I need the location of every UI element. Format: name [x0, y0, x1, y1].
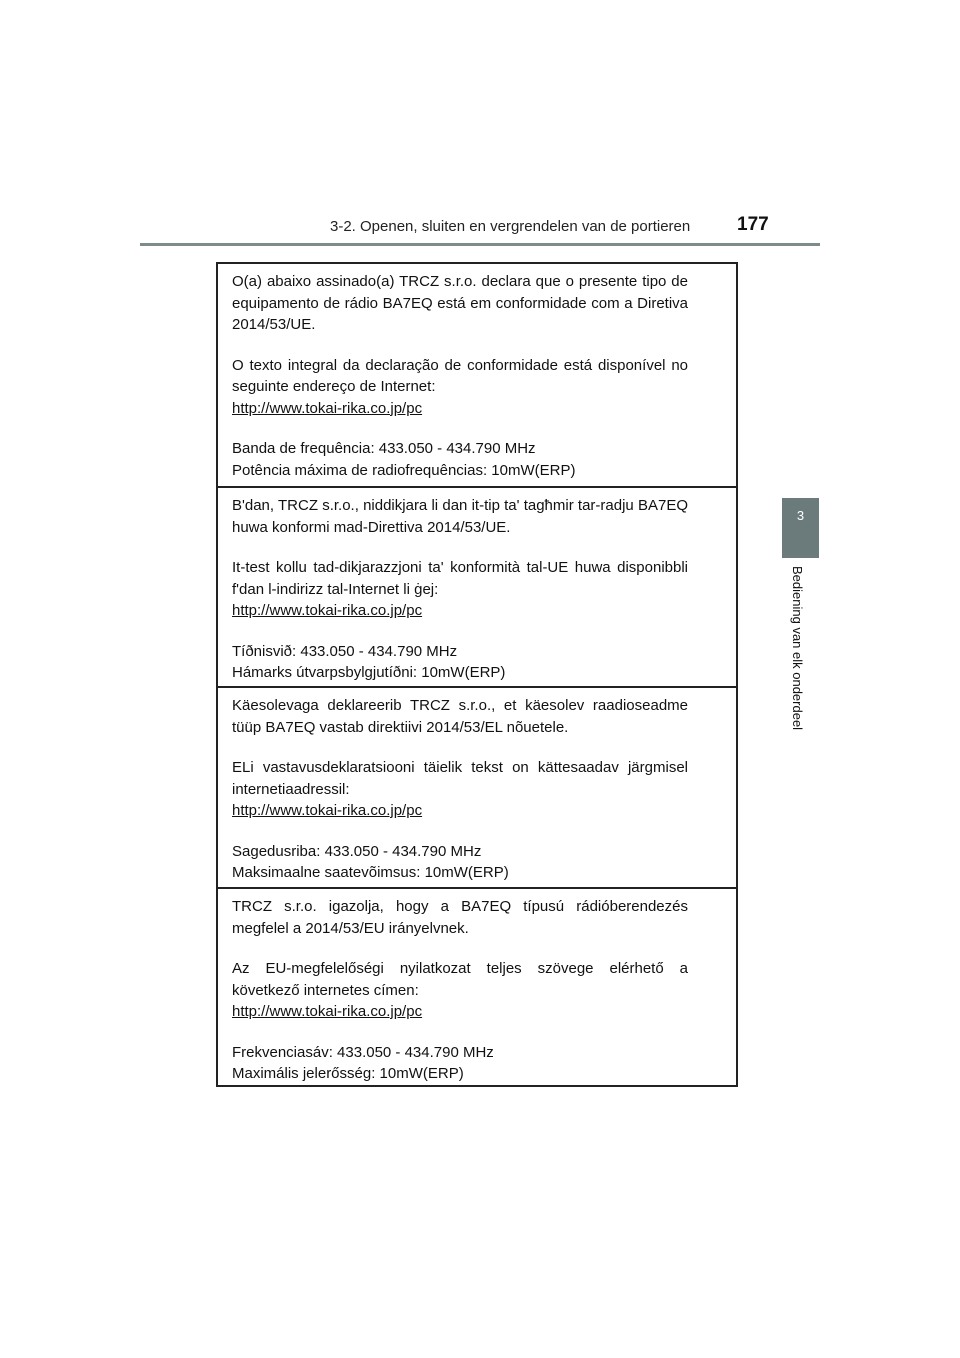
declaration-text: B'dan, TRCZ s.r.o., niddikjara li dan it-tip ta' tagħmir tar-radju BA7EQ huwa konformi mad-Direttiva 2014/53/UE. — [232, 497, 688, 536]
availability-text: ELi vastavusdeklaratsiooni täielik tekst on kättesaadav järgmisel internetiaadressil: — [232, 759, 688, 798]
declaration-maltese — [218, 488, 736, 688]
frequency-band: Banda de frequência: 433.050 - 434.790 MHz — [232, 440, 536, 457]
declaration-text: Käesolevaga deklareerib TRCZ s.r.o., et käesolev raadioseadme tüüp BA7EQ vastab direktiivi 2014/53/EL nõuetele. — [232, 697, 688, 736]
declaration-portuguese — [218, 264, 736, 488]
declaration-link[interactable]: http://www.tokai-rika.co.jp/pc — [232, 399, 423, 417]
frequency-band: Frekvenciasáv: 433.050 - 434.790 MHz — [232, 1043, 494, 1061]
max-power: Potência máxima de radiofrequências: 10mW(ERP) — [232, 461, 576, 479]
declaration-text: TRCZ s.r.o. igazolja, hogy a BA7EQ típusú rádióberendezés megfelel a 2014/53/EU irányelvnek. — [232, 898, 688, 937]
availability-text: O texto integral da declaração de conformidade está disponível no seguinte endereço de Internet: — [232, 356, 688, 395]
page-number: 177 — [737, 214, 769, 235]
max-power: Hámarks útvarpsbylgjutíðni: 10mW(ERP) — [232, 664, 506, 681]
chapter-title: Bediening van elk onderdeel — [790, 566, 805, 731]
specs-paragraph — [232, 1042, 688, 1085]
section-title: 3-2. Openen, sluiten en vergrendelen van de portieren — [330, 218, 691, 235]
declaration-hungarian — [218, 889, 736, 1085]
chapter-tab: 3 — [782, 498, 819, 558]
availability-text: It-test kollu tad-dikjarazzjoni ta' konformità tal-UE huwa disponibbli f'dan l-indirizz tal-Internet li ġej: — [232, 559, 688, 598]
max-power: Maximális jelerősség: 10mW(ERP) — [232, 1065, 464, 1082]
max-power: Maksimaalne saatevõimsus: 10mW(ERP) — [232, 864, 509, 881]
availability-paragraph — [232, 757, 688, 822]
header-divider — [140, 243, 820, 246]
declaration-link[interactable]: http://www.tokai-rika.co.jp/pc — [232, 1003, 423, 1020]
specs-paragraph — [232, 641, 688, 684]
availability-paragraph — [232, 557, 688, 622]
specs-paragraph — [232, 438, 688, 481]
frequency-band: Sagedusriba: 433.050 - 434.790 MHz — [232, 842, 482, 860]
availability-paragraph — [232, 355, 688, 420]
availability-paragraph — [232, 958, 688, 1023]
declaration-link[interactable]: http://www.tokai-rika.co.jp/pc — [232, 602, 423, 619]
declaration-estonian — [218, 688, 736, 889]
declaration-text: O(a) abaixo assinado(a) TRCZ s.r.o. declara que o presente tipo de equipamento de rádio BA7EQ está em conformidade com a Diretiva 2014/53/UE. — [232, 273, 688, 333]
frequency-band: Tíðnisvið: 433.050 - 434.790 MHz — [232, 642, 458, 660]
declarations-box — [216, 262, 738, 1087]
specs-paragraph — [232, 841, 688, 884]
declaration-link[interactable]: http://www.tokai-rika.co.jp/pc — [232, 802, 423, 819]
availability-text: Az EU-megfelelőségi nyilatkozat teljes szövege elérhető a következő internetes címen: — [232, 960, 688, 999]
